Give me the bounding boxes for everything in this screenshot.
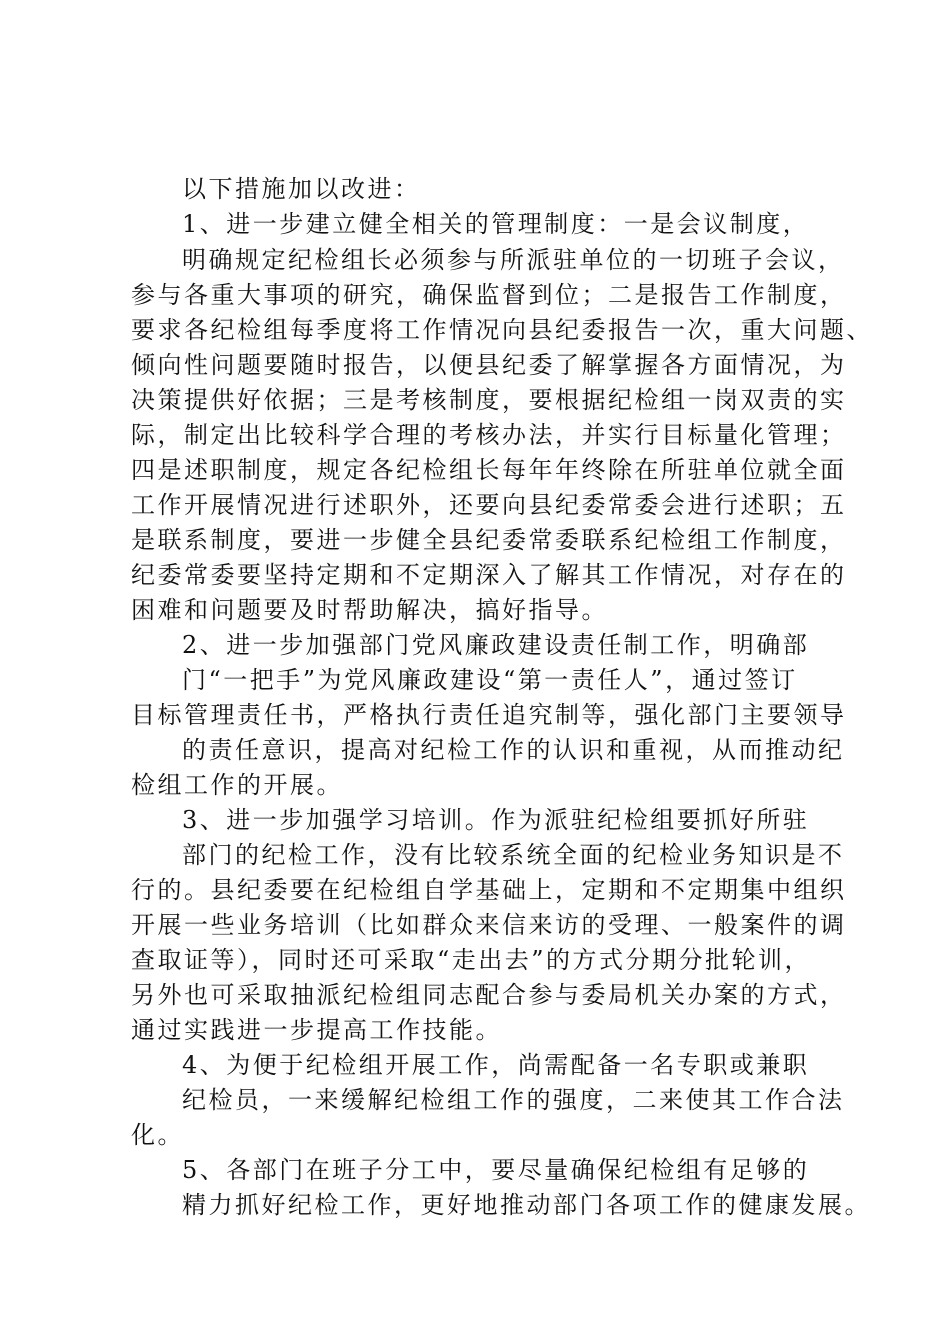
text-line: 的责任意识，提高对纪检工作的认识和重视，从而推动纪 xyxy=(182,736,845,764)
text-line: 查取证等），同时还可采取“走出去”的方式分期分批轮训， xyxy=(131,946,812,974)
text-line: 以下措施加以改进： xyxy=(182,175,421,203)
text-line: 通过实践进一步提高工作技能。 xyxy=(131,1016,502,1044)
text-line: 纪检员，一来缓解纪检组工作的强度，二来使其工作合法 xyxy=(182,1086,845,1114)
text-line: 行的。县纪委要在纪检组自学基础上，定期和不定期集中组织 xyxy=(131,876,847,904)
text-line: 检组工作的开展。 xyxy=(131,771,343,799)
list-item-3-heading: 3、进一步加强学习培训。作为派驻纪检组要抓好所驻 xyxy=(182,806,810,834)
text-line: 际，制定出比较科学合理的考核办法，并实行目标量化管理； xyxy=(131,421,847,449)
text-line: 决策提供好依据；三是考核制度，要根据纪检组一岗双责的实 xyxy=(131,386,847,414)
list-item-5-heading: 5、各部门在班子分工中，要尽量确保纪检组有足够的 xyxy=(182,1156,810,1184)
text-line: 四是述职制度，规定各纪检组长每年年终除在所驻单位就全面 xyxy=(131,456,847,484)
text-line: 纪委常委要坚持定期和不定期深入了解其工作情况，对存在的 xyxy=(131,561,847,589)
text-line: 明确规定纪检组长必须参与所派驻单位的一切班子会议， xyxy=(182,246,845,274)
text-line: 另外也可采取抽派纪检组同志配合参与委局机关办案的方式， xyxy=(131,981,847,1009)
text-line: 参与各重大事项的研究，确保监督到位；二是报告工作制度， xyxy=(131,281,847,309)
text-line: 精力抓好纪检工作，更好地推动部门各项工作的健康发展。 xyxy=(182,1191,871,1219)
text-line: 困难和问题要及时帮助解决，搞好指导。 xyxy=(131,596,608,624)
list-item-1-heading: 1、进一步建立健全相关的管理制度：一是会议制度， xyxy=(182,210,810,238)
list-item-2-heading: 2、进一步加强部门党风廉政建设责任制工作，明确部 xyxy=(182,631,810,659)
text-line: 开展一些业务培训（比如群众来信来访的受理、一般案件的调 xyxy=(131,911,847,939)
text-line: 目标管理责任书，严格执行责任追究制等，强化部门主要领导 xyxy=(131,701,847,729)
text-line: 部门的纪检工作，没有比较系统全面的纪检业务知识是不 xyxy=(182,841,845,869)
list-item-4-heading: 4、为便于纪检组开展工作，尚需配备一名专职或兼职 xyxy=(182,1051,810,1079)
text-line: 工作开展情况进行述职外，还要向县纪委常委会进行述职；五 xyxy=(131,491,847,519)
text-line: 要求各纪检组每季度将工作情况向县纪委报告一次，重大问题、 xyxy=(131,316,873,344)
text-line: 门“一把手”为党风廉政建设“第一责任人”，通过签订 xyxy=(182,666,798,694)
text-line: 倾向性问题要随时报告，以便县纪委了解掌握各方面情况，为 xyxy=(131,351,847,379)
text-line: 是联系制度，要进一步健全县纪委常委联系纪检组工作制度， xyxy=(131,526,847,554)
text-line: 化。 xyxy=(131,1121,184,1149)
